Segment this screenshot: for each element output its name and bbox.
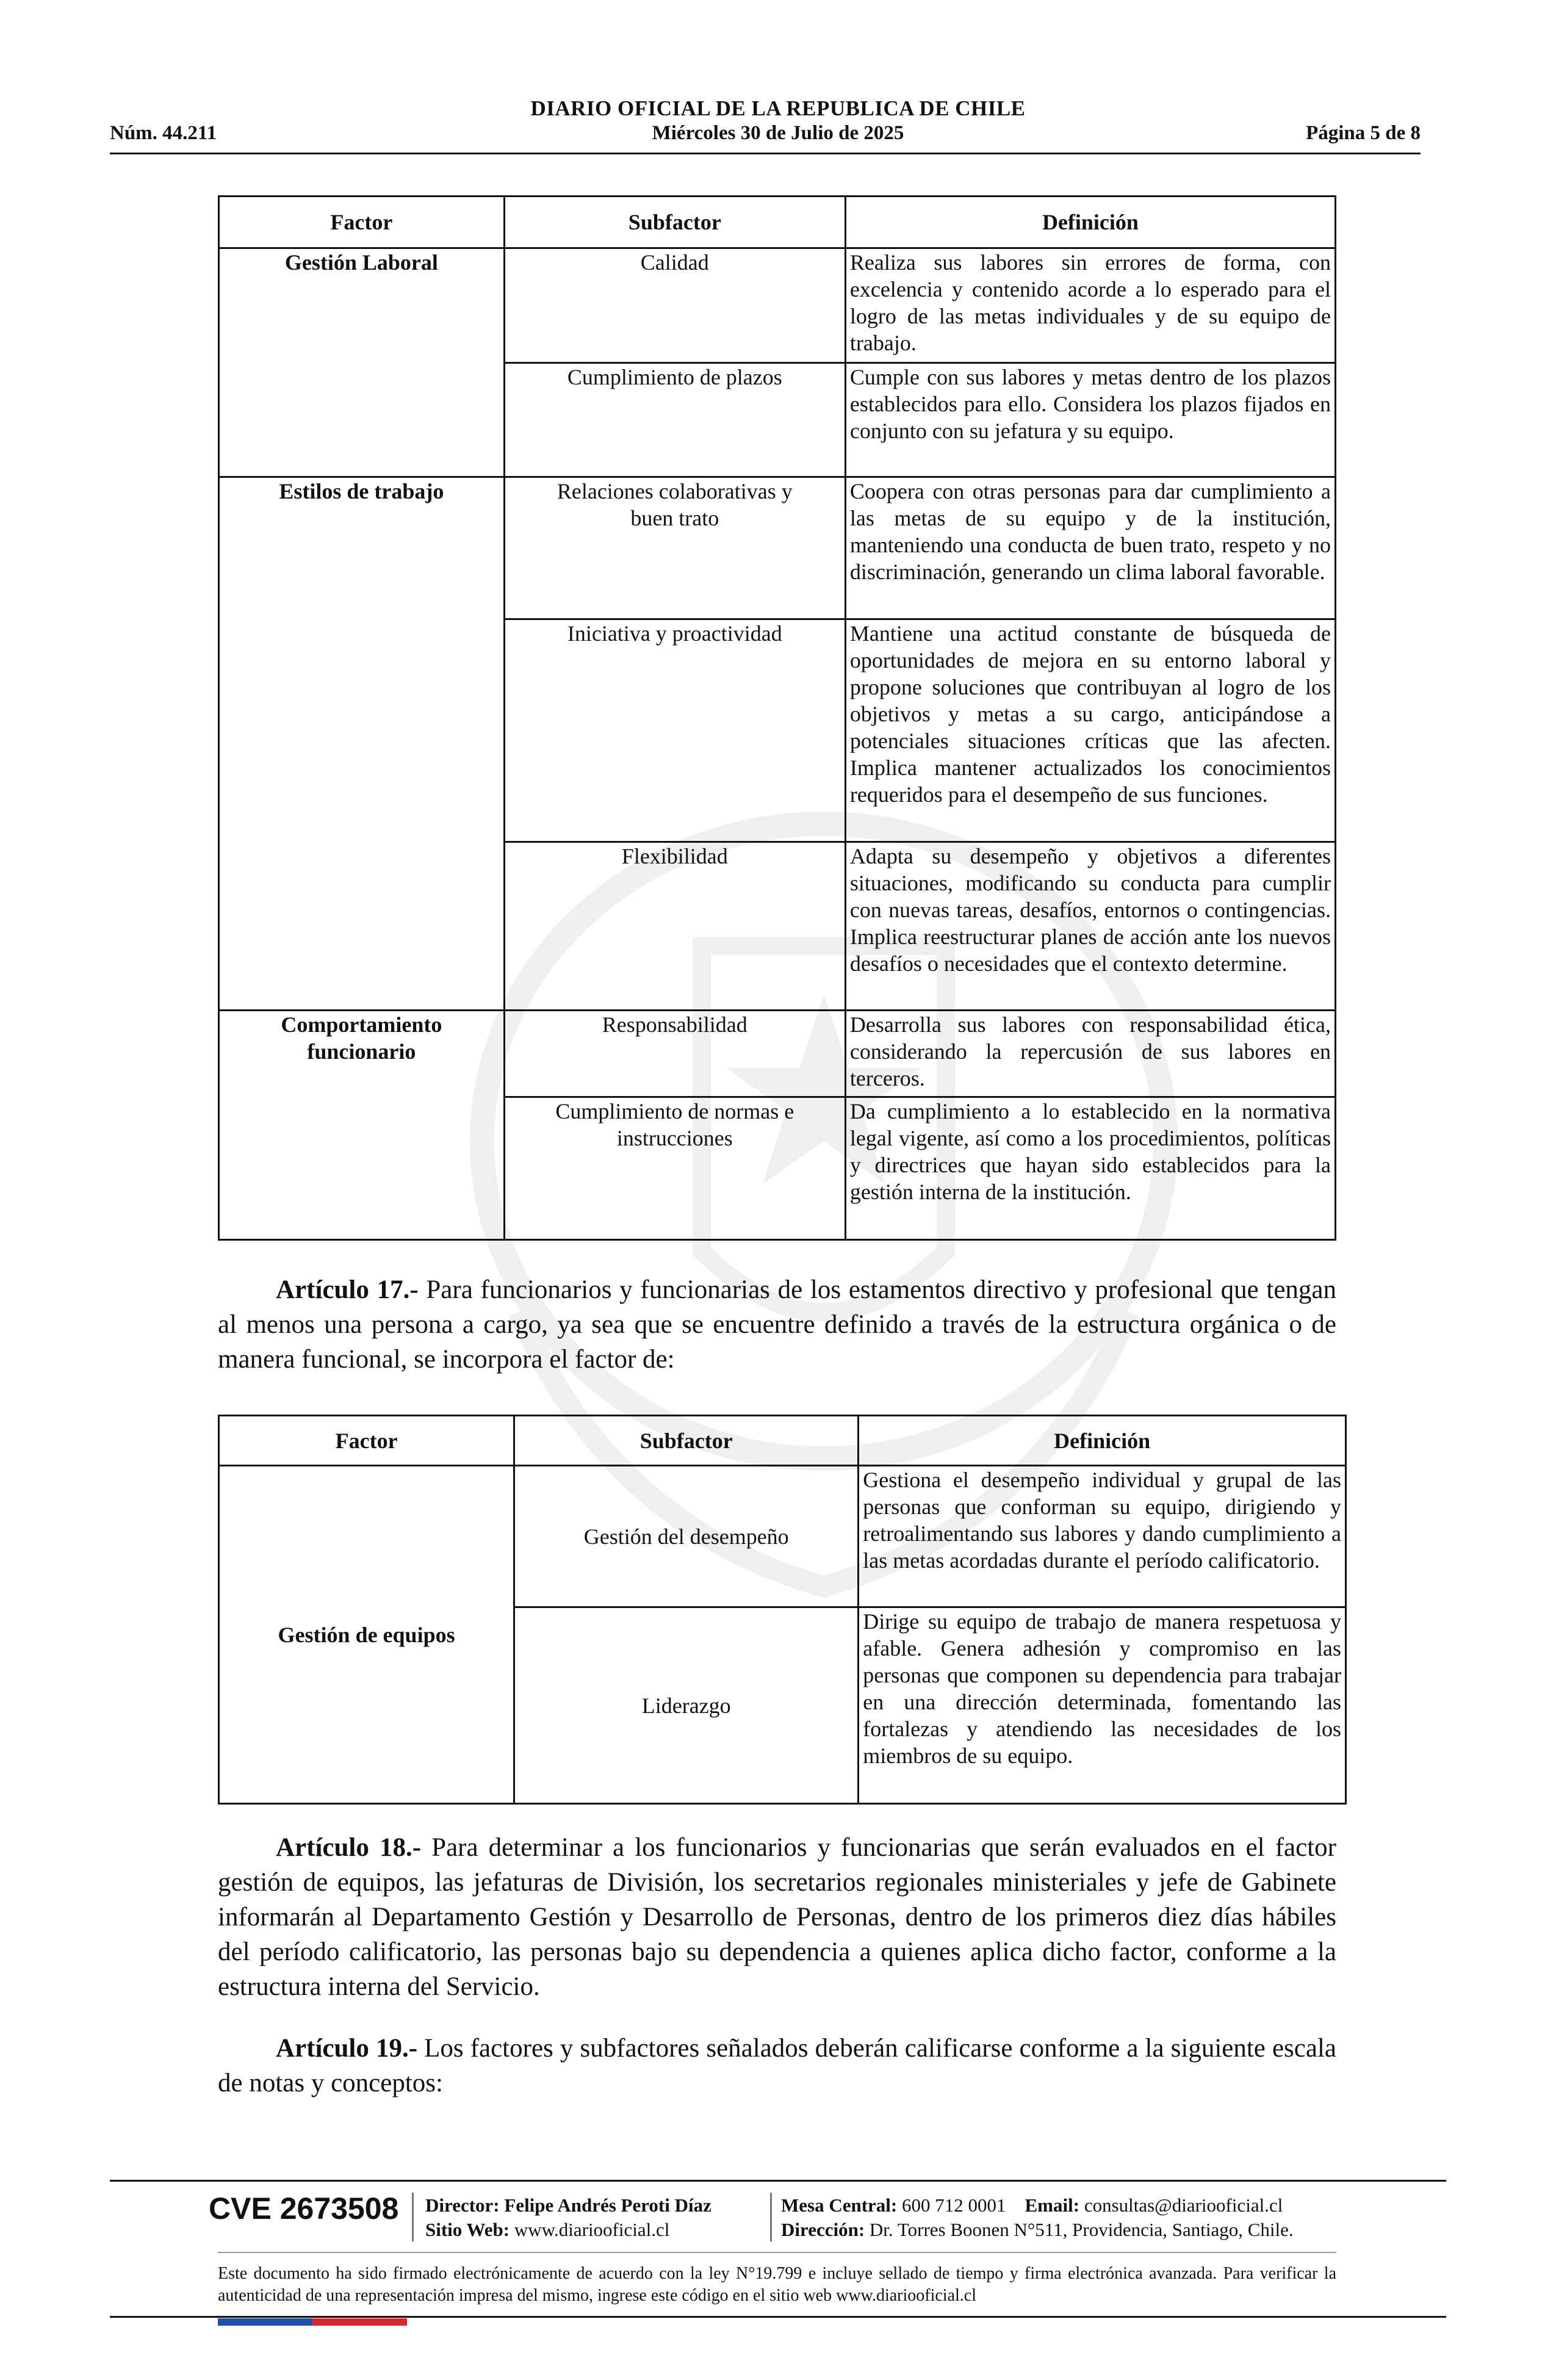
definition-cell: Adapta su desempeño y objetivos a diferentes situaciones, modificando su conducta para cumplir con nuevas tareas, desafíos, entornos o contingencias. Implica reestructurar planes de acción ante los nuevos desafíos o necesidades que el contexto determine. xyxy=(845,842,1335,1011)
factor-cell: Estilos de trabajo xyxy=(219,477,505,1011)
column-header-subfactor: Subfactor xyxy=(504,197,845,248)
signature-note: Este documento ha sido firmado electrónicamente de acuerdo con la ley N°19.799 e incluye sellado de tiempo y firma electrónica avanzada. Para verificar la autenticidad de una representación impresa del mismo, ingrese este código en el sitio web www.diariooficial.cl xyxy=(218,2264,1336,2305)
factors-table xyxy=(218,195,1336,1241)
subfactor-cell: Liderazgo xyxy=(514,1607,859,1804)
email-link[interactable]: consultas@diariooficial.cl xyxy=(1084,2194,1283,2216)
subfactor-cell: Calidad xyxy=(504,248,845,363)
table-header-row xyxy=(219,1416,1346,1466)
email-label: Email: xyxy=(1025,2194,1080,2216)
definition-cell: Coopera con otras personas para dar cumplimiento a las metas de su equipo y de la institución, manteniendo una conducta de buen trato, respeto y no discriminación, generando un clima laboral favorable. xyxy=(845,477,1335,619)
director-name: Felipe Andrés Peroti Díaz xyxy=(504,2194,711,2216)
subfactor-cell: Responsabilidad xyxy=(504,1011,845,1097)
definition-cell: Desarrolla sus labores con responsabilidad ética, considerando la repercusión de sus labores en terceros. xyxy=(845,1011,1335,1097)
column-header-factor: Factor xyxy=(219,1416,514,1466)
article-17-label: Artículo 17.- xyxy=(276,1275,419,1304)
flag-stripe-blue xyxy=(218,2318,312,2326)
table-row xyxy=(219,477,1336,619)
subfactor-cell: Flexibilidad xyxy=(504,842,845,1011)
definition-cell: Da cumplimiento a lo establecido en la normativa legal vigente, así como a los procedimientos, políticas y directrices que hayan sido establecidos para la gestión interna de la institución. xyxy=(845,1097,1335,1240)
article-18-label: Artículo 18.- xyxy=(276,1833,422,1862)
definition-cell: Cumple con sus labores y metas dentro de los plazos establecidos para ello. Considera los plazos fijados en conjunto con su jefatura y su equipo. xyxy=(845,363,1335,477)
footer-top-divider xyxy=(110,2180,1446,2182)
article-19 xyxy=(218,2031,1336,2101)
publication-title: DIARIO OFICIAL DE LA REPUBLICA DE CHILE xyxy=(530,96,1026,120)
article-17-text: Para funcionarios y funcionarias de los estamentos directivo y profesional que tengan al menos una persona a cargo, ya sea que se encuentre definido a través de la estructura orgánica o de manera funcional, se incorpora el factor de: xyxy=(218,1275,1337,1374)
article-18 xyxy=(218,1830,1336,2004)
subfactor-cell: Iniciativa y proactividad xyxy=(504,619,845,842)
subfactor-cell: Relaciones colaborativas y buen trato xyxy=(504,477,845,619)
address-value: Dr. Torres Boonen N°511, Providencia, Santiago, Chile. xyxy=(869,2219,1294,2240)
subfactor-cell: Cumplimiento de plazos xyxy=(504,363,845,477)
column-header-subfactor: Subfactor xyxy=(514,1416,859,1466)
column-header-factor: Factor xyxy=(219,197,505,248)
table-header-row xyxy=(219,197,1336,248)
header-divider xyxy=(110,153,1421,154)
factor-cell: Gestión de equipos xyxy=(219,1466,514,1804)
footer-mid-divider xyxy=(218,2252,1336,2253)
column-header-definition: Definición xyxy=(845,197,1335,248)
site-label: Sitio Web: xyxy=(425,2219,510,2240)
mesa-label: Mesa Central: xyxy=(781,2194,898,2216)
definition-cell: Realiza sus labores sin errores de forma, con excelencia y contenido acorde a lo esperado para el logro de las metas individuales y de su equipo de trabajo. xyxy=(845,248,1335,363)
page-number: Página 5 de 8 xyxy=(1306,122,1421,144)
issue-number: Núm. 44.211 xyxy=(110,122,217,144)
cve-code: CVE 2673508 xyxy=(209,2191,399,2226)
team-management-table xyxy=(218,1415,1347,1805)
director-label: Director: xyxy=(425,2194,500,2216)
definition-cell: Dirige su equipo de trabajo de manera respetuosa y afable. Genera adhesión y compromiso en las personas que componen su dependencia para trabajar en una dirección determinada, fomentando las fortalezas y atendiendo las necesidades de los miembros de su equipo. xyxy=(859,1607,1346,1804)
article-19-text: Los factores y subfactores señalados deberán calificarse conforme a la siguiente escala de notas y conceptos: xyxy=(218,2034,1336,2097)
article-18-text: Para determinar a los funcionarios y funcionarias que serán evaluados en el factor gestión de equipos, las jefaturas de División, los secretarios regionales ministeriales y jefe de Gabinete informarán al Departamento Gestión y Desarrollo de Personas, dentro de los primeros diez días hábiles del período calificatorio, las personas bajo su dependencia a quienes aplica dicho factor, conforme a la estructura interna del Servicio. xyxy=(218,1833,1336,2001)
article-19-label: Artículo 19.- xyxy=(276,2034,418,2063)
subfactor-cell: Gestión del desempeño xyxy=(514,1466,859,1607)
footer-director-block xyxy=(425,2193,711,2242)
issue-date: Miércoles 30 de Julio de 2025 xyxy=(652,122,904,144)
article-17 xyxy=(218,1272,1336,1377)
table-row xyxy=(219,1466,1346,1607)
address-label: Dirección: xyxy=(781,2219,865,2240)
mesa-phone: 600 712 0001 xyxy=(902,2194,1006,2216)
flag-stripe-red xyxy=(312,2318,407,2326)
table-row xyxy=(219,248,1336,363)
footer-bottom-divider xyxy=(110,2316,1446,2318)
table-row xyxy=(219,1011,1336,1097)
factor-cell: Comportamiento funcionario xyxy=(219,1011,505,1240)
definition-cell: Mantiene una actitud constante de búsqueda de oportunidades de mejora en su entorno laboral y propone soluciones que contribuyan al logro de los objetivos y metas a su cargo, anticipándose a potenciales situaciones críticas que las afecten. Implica mantener actualizados los conocimientos requeridos para el desempeño de sus funciones. xyxy=(845,619,1335,842)
footer-separator xyxy=(770,2193,772,2241)
subfactor-cell: Cumplimiento de normas e instrucciones xyxy=(504,1097,845,1240)
column-header-definition: Definición xyxy=(859,1416,1346,1466)
factor-cell: Gestión Laboral xyxy=(219,248,505,477)
site-link[interactable]: www.diariooficial.cl xyxy=(514,2219,670,2240)
footer-separator xyxy=(412,2193,414,2241)
footer-contact-block xyxy=(781,2193,1294,2242)
definition-cell: Gestiona el desempeño individual y grupal de las personas que conforman su equipo, dirigiendo y retroalimentando sus labores y dando cumplimiento a las metas acordadas durante el período calificatorio. xyxy=(859,1466,1346,1607)
